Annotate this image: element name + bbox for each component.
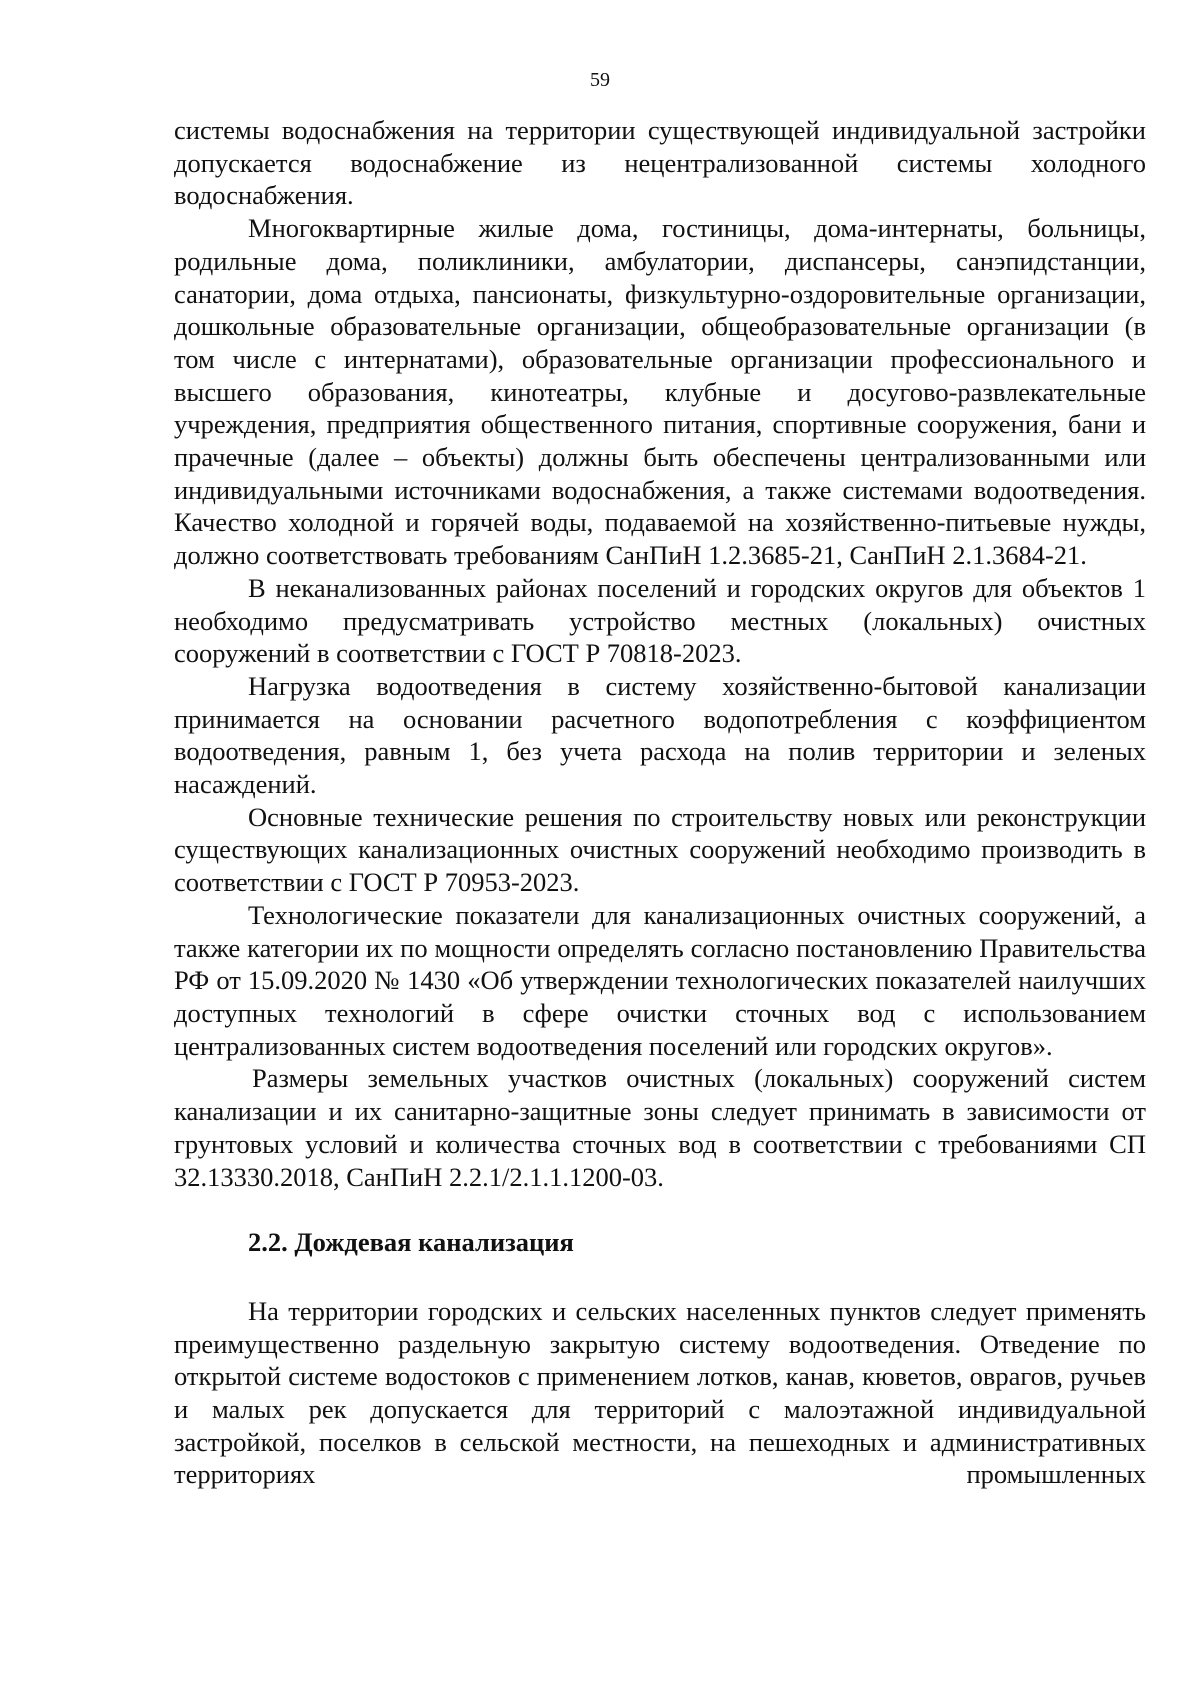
section-heading: 2.2. Дождевая канализация (248, 1227, 574, 1258)
paragraph-storm-sewer: На территории городских и сельских населенных пунктов следует применять преимущественно раздельную закрытую систему водоотведения. Отведение по открытой системе водостоков с применением лотков, канав, кюветов, оврагов, ручьев и малых рек допускается для территорий с малоэтажной индивидуальной застройкой, поселков в сельской местности, на пешеходных и административных территориях промышленных (174, 1295, 1146, 1490)
paragraph-unsewered-areas: В неканализованных районах поселений и городских округов для объектов 1 необходимо предусматривать устройство местных (локальных) очистных сооружений в соответствии с ГОСТ Р 70818-2023. (174, 572, 1146, 669)
paragraph-continuation: системы водоснабжения на территории существующей индивидуальной застройки допускается водоснабжение из нецентрализованной системы холодного водоснабжения. (174, 115, 1146, 211)
page-number: 59 (590, 69, 610, 91)
paragraph-facilities: Многоквартирные жилые дома, гостиницы, дома-интернаты, больницы, родильные дома, поликлиники, амбулатории, диспансеры, санэпидстанции, санатории, дома отдыха, пансионаты, физкультурно-оздоровительные организации, дошкольные образовательные организации, общеобразовательные организации (в том числе с интернатами), образовательные организации профессионального и высшего образования, кинотеатры, клубные и досугово-развлекательные учреждения, предприятия общественного питания, спортивные сооружения, бани и прачечные (далее – объекты) должны быть обеспечены централизованными или индивидуальными источниками водоснабжения, а также системами водоотведения. Качество холодной и горячей воды, подаваемой на хозяйственно-питьевые нужды, должно соответствовать требованиям СанПиН 1.2.3685-21, СанПиН 2.1.3684-21. (174, 213, 1146, 571)
paragraph-land-plots: Размеры земельных участков очистных (локальных) сооружений систем канализации и их санитарно-защитные зоны следует принимать в зависимости от грунтовых условий и количества сточных вод в соответствии с требованиями СП 32.13330.2018, СанПиН 2.2.1/2.1.1.1200-03. (174, 1063, 1146, 1192)
paragraph-technological-indicators: Технологические показатели для канализационных очистных сооружений, а также категории их по мощности определять согласно постановлению Правительства РФ от 15.09.2020 № 1430 «Об утверждении технологических показателей наилучших доступных технологий в сфере очистки сточных вод с использованием централизованных систем водоотведения поселений или городских округов». (174, 899, 1146, 1061)
paragraph-drainage-load: Нагрузка водоотведения в систему хозяйственно-бытовой канализации принимается на основании расчетного водопотребления с коэффициентом водоотведения, равным 1, без учета расхода на полив территории и зеленых насаждений. (174, 670, 1146, 800)
document-body (174, 114, 1146, 1491)
paragraph-technical-solutions: Основные технические решения по строительству новых или реконструкции существующих канализационных очистных сооружений необходимо производить в соответствии с ГОСТ Р 70953-2023. (174, 801, 1146, 898)
